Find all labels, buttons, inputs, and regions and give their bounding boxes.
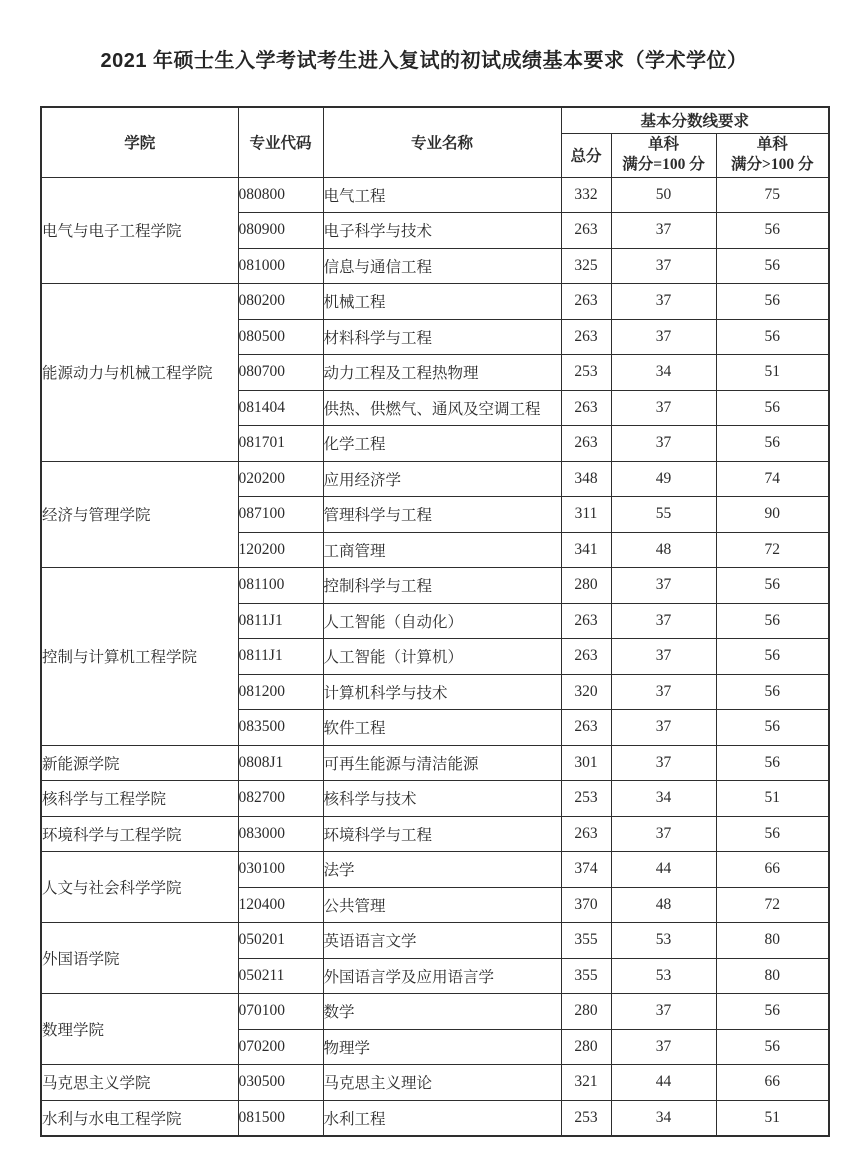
single-subject-eq100-cell: 37 bbox=[611, 248, 716, 284]
table-row bbox=[41, 745, 829, 781]
major-name-cell: 数学 bbox=[323, 994, 561, 1030]
single-subject-eq100-cell: 44 bbox=[611, 852, 716, 888]
single-subject-eq100-cell: 37 bbox=[611, 1029, 716, 1065]
single-subject-gt100-cell: 72 bbox=[716, 532, 829, 568]
major-code-cell: 070200 bbox=[238, 1029, 323, 1065]
single-subject-eq100-cell: 53 bbox=[611, 923, 716, 959]
total-score-cell: 263 bbox=[561, 284, 611, 320]
college-cell: 新能源学院 bbox=[41, 745, 238, 781]
major-name-cell: 法学 bbox=[323, 852, 561, 888]
college-cell: 控制与计算机工程学院 bbox=[41, 568, 238, 746]
header-single-subject-eq100 bbox=[611, 133, 716, 177]
single-subject-eq100-cell: 37 bbox=[611, 390, 716, 426]
major-name-cell: 马克思主义理论 bbox=[323, 1065, 561, 1101]
single-subject-gt100-cell: 56 bbox=[716, 639, 829, 675]
total-score-cell: 263 bbox=[561, 639, 611, 675]
single-subject-eq100-cell: 37 bbox=[611, 568, 716, 604]
single-subject-gt100-cell: 75 bbox=[716, 177, 829, 213]
major-name-cell: 软件工程 bbox=[323, 710, 561, 746]
major-code-cell: 080200 bbox=[238, 284, 323, 320]
major-name-cell: 物理学 bbox=[323, 1029, 561, 1065]
single-subject-gt100-cell: 66 bbox=[716, 852, 829, 888]
major-code-cell: 030100 bbox=[238, 852, 323, 888]
major-code-cell: 081100 bbox=[238, 568, 323, 604]
single-subject-gt100-cell: 56 bbox=[716, 319, 829, 355]
single-subject-eq100-cell: 37 bbox=[611, 319, 716, 355]
major-name-cell: 环境科学与工程 bbox=[323, 816, 561, 852]
major-code-cell: 087100 bbox=[238, 497, 323, 533]
major-name-cell: 机械工程 bbox=[323, 284, 561, 320]
total-score-cell: 263 bbox=[561, 603, 611, 639]
major-name-cell: 材料科学与工程 bbox=[323, 319, 561, 355]
table-header bbox=[41, 107, 829, 177]
major-name-cell: 电子科学与技术 bbox=[323, 213, 561, 249]
single-subject-eq100-cell: 34 bbox=[611, 1100, 716, 1136]
single-subject-gt100-cell: 56 bbox=[716, 284, 829, 320]
total-score-cell: 370 bbox=[561, 887, 611, 923]
header-score-requirement-group: 基本分数线要求 bbox=[561, 107, 829, 133]
total-score-cell: 280 bbox=[561, 1029, 611, 1065]
major-code-cell: 081701 bbox=[238, 426, 323, 462]
single-subject-gt100-cell: 56 bbox=[716, 745, 829, 781]
total-score-cell: 253 bbox=[561, 1100, 611, 1136]
header-row-1 bbox=[41, 107, 829, 133]
major-code-cell: 081404 bbox=[238, 390, 323, 426]
table-row bbox=[41, 177, 829, 213]
college-cell: 水利与水电工程学院 bbox=[41, 1100, 238, 1136]
single-subject-eq100-cell: 37 bbox=[611, 213, 716, 249]
major-code-cell: 080500 bbox=[238, 319, 323, 355]
major-code-cell: 020200 bbox=[238, 461, 323, 497]
total-score-cell: 341 bbox=[561, 532, 611, 568]
single-subject-gt100-cell: 51 bbox=[716, 1100, 829, 1136]
total-score-cell: 263 bbox=[561, 710, 611, 746]
header-college: 学院 bbox=[41, 107, 238, 177]
single-subject-gt100-cell: 56 bbox=[716, 710, 829, 746]
single-subject-eq100-cell: 37 bbox=[611, 639, 716, 675]
major-name-cell: 应用经济学 bbox=[323, 461, 561, 497]
single-subject-gt100-cell: 72 bbox=[716, 887, 829, 923]
header-total-score: 总分 bbox=[561, 133, 611, 177]
total-score-cell: 355 bbox=[561, 923, 611, 959]
single-subject-gt100-cell: 80 bbox=[716, 923, 829, 959]
major-code-cell: 0811J1 bbox=[238, 639, 323, 675]
single-subject-eq100-cell: 37 bbox=[611, 816, 716, 852]
major-name-cell: 供热、供燃气、通风及空调工程 bbox=[323, 390, 561, 426]
score-table bbox=[40, 106, 830, 1137]
single-subject-eq100-cell: 53 bbox=[611, 958, 716, 994]
major-code-cell: 120200 bbox=[238, 532, 323, 568]
major-name-cell: 工商管理 bbox=[323, 532, 561, 568]
total-score-cell: 263 bbox=[561, 426, 611, 462]
college-cell: 数理学院 bbox=[41, 994, 238, 1065]
single-subject-eq100-cell: 37 bbox=[611, 710, 716, 746]
single-subject-eq100-cell: 37 bbox=[611, 745, 716, 781]
single-subject-eq100-cell: 37 bbox=[611, 994, 716, 1030]
major-name-cell: 管理科学与工程 bbox=[323, 497, 561, 533]
major-name-cell: 计算机科学与技术 bbox=[323, 674, 561, 710]
total-score-cell: 263 bbox=[561, 390, 611, 426]
total-score-cell: 311 bbox=[561, 497, 611, 533]
major-code-cell: 120400 bbox=[238, 887, 323, 923]
score-table-body bbox=[41, 177, 829, 1136]
college-cell: 电气与电子工程学院 bbox=[41, 177, 238, 284]
single-subject-eq100-cell: 34 bbox=[611, 781, 716, 817]
single-subject-gt100-cell: 56 bbox=[716, 248, 829, 284]
table-row bbox=[41, 284, 829, 320]
major-name-cell: 人工智能（自动化） bbox=[323, 603, 561, 639]
total-score-cell: 332 bbox=[561, 177, 611, 213]
single-subject-eq100-cell: 34 bbox=[611, 355, 716, 391]
single-subject-eq100-cell: 50 bbox=[611, 177, 716, 213]
total-score-cell: 348 bbox=[561, 461, 611, 497]
single-subject-eq100-cell: 48 bbox=[611, 887, 716, 923]
header-single-subject-eq100-line2: 满分=100 分 bbox=[622, 156, 705, 173]
single-subject-gt100-cell: 56 bbox=[716, 603, 829, 639]
single-subject-gt100-cell: 56 bbox=[716, 426, 829, 462]
header-single-subject-gt100-line1: 单科 bbox=[756, 136, 788, 153]
single-subject-gt100-cell: 56 bbox=[716, 568, 829, 604]
major-code-cell: 082700 bbox=[238, 781, 323, 817]
major-code-cell: 0808J1 bbox=[238, 745, 323, 781]
header-single-subject-gt100-line2: 满分>100 分 bbox=[731, 156, 814, 173]
header-single-subject-eq100-line1: 单科 bbox=[647, 136, 679, 153]
table-row bbox=[41, 816, 829, 852]
header-single-subject-gt100 bbox=[716, 133, 829, 177]
college-cell: 经济与管理学院 bbox=[41, 461, 238, 568]
single-subject-eq100-cell: 48 bbox=[611, 532, 716, 568]
college-cell: 外国语学院 bbox=[41, 923, 238, 994]
single-subject-gt100-cell: 56 bbox=[716, 816, 829, 852]
total-score-cell: 280 bbox=[561, 994, 611, 1030]
major-name-cell: 电气工程 bbox=[323, 177, 561, 213]
major-code-cell: 080800 bbox=[238, 177, 323, 213]
total-score-cell: 355 bbox=[561, 958, 611, 994]
major-name-cell: 英语语言文学 bbox=[323, 923, 561, 959]
major-name-cell: 化学工程 bbox=[323, 426, 561, 462]
single-subject-gt100-cell: 56 bbox=[716, 213, 829, 249]
table-row bbox=[41, 994, 829, 1030]
major-code-cell: 081000 bbox=[238, 248, 323, 284]
table-row bbox=[41, 1065, 829, 1101]
single-subject-gt100-cell: 66 bbox=[716, 1065, 829, 1101]
single-subject-gt100-cell: 51 bbox=[716, 355, 829, 391]
page-title: 2021 年硕士生入学考试考生进入复试的初试成绩基本要求（学术学位） bbox=[100, 50, 748, 72]
major-name-cell: 可再生能源与清洁能源 bbox=[323, 745, 561, 781]
major-code-cell: 080700 bbox=[238, 355, 323, 391]
major-name-cell: 水利工程 bbox=[323, 1100, 561, 1136]
single-subject-gt100-cell: 74 bbox=[716, 461, 829, 497]
single-subject-gt100-cell: 56 bbox=[716, 994, 829, 1030]
table-row bbox=[41, 852, 829, 888]
single-subject-gt100-cell: 56 bbox=[716, 674, 829, 710]
single-subject-eq100-cell: 49 bbox=[611, 461, 716, 497]
total-score-cell: 301 bbox=[561, 745, 611, 781]
college-cell: 环境科学与工程学院 bbox=[41, 816, 238, 852]
major-name-cell: 外国语言学及应用语言学 bbox=[323, 958, 561, 994]
major-code-cell: 050211 bbox=[238, 958, 323, 994]
major-name-cell: 人工智能（计算机） bbox=[323, 639, 561, 675]
major-code-cell: 081200 bbox=[238, 674, 323, 710]
single-subject-eq100-cell: 55 bbox=[611, 497, 716, 533]
total-score-cell: 263 bbox=[561, 319, 611, 355]
major-name-cell: 控制科学与工程 bbox=[323, 568, 561, 604]
major-name-cell: 公共管理 bbox=[323, 887, 561, 923]
header-major-name: 专业名称 bbox=[323, 107, 561, 177]
college-cell: 核科学与工程学院 bbox=[41, 781, 238, 817]
single-subject-gt100-cell: 56 bbox=[716, 390, 829, 426]
total-score-cell: 325 bbox=[561, 248, 611, 284]
major-code-cell: 080900 bbox=[238, 213, 323, 249]
major-code-cell: 070100 bbox=[238, 994, 323, 1030]
table-row bbox=[41, 781, 829, 817]
college-cell: 人文与社会科学学院 bbox=[41, 852, 238, 923]
single-subject-gt100-cell: 90 bbox=[716, 497, 829, 533]
major-code-cell: 050201 bbox=[238, 923, 323, 959]
major-code-cell: 030500 bbox=[238, 1065, 323, 1101]
single-subject-eq100-cell: 37 bbox=[611, 674, 716, 710]
header-major-code: 专业代码 bbox=[238, 107, 323, 177]
single-subject-eq100-cell: 37 bbox=[611, 603, 716, 639]
single-subject-eq100-cell: 37 bbox=[611, 284, 716, 320]
total-score-cell: 263 bbox=[561, 816, 611, 852]
table-row bbox=[41, 568, 829, 604]
total-score-cell: 320 bbox=[561, 674, 611, 710]
single-subject-gt100-cell: 56 bbox=[716, 1029, 829, 1065]
total-score-cell: 253 bbox=[561, 781, 611, 817]
single-subject-gt100-cell: 51 bbox=[716, 781, 829, 817]
single-subject-eq100-cell: 44 bbox=[611, 1065, 716, 1101]
total-score-cell: 253 bbox=[561, 355, 611, 391]
table-row bbox=[41, 1100, 829, 1136]
college-cell: 马克思主义学院 bbox=[41, 1065, 238, 1101]
major-name-cell: 信息与通信工程 bbox=[323, 248, 561, 284]
table-row bbox=[41, 923, 829, 959]
major-code-cell: 083000 bbox=[238, 816, 323, 852]
major-code-cell: 081500 bbox=[238, 1100, 323, 1136]
total-score-cell: 321 bbox=[561, 1065, 611, 1101]
single-subject-eq100-cell: 37 bbox=[611, 426, 716, 462]
single-subject-gt100-cell: 80 bbox=[716, 958, 829, 994]
major-code-cell: 0811J1 bbox=[238, 603, 323, 639]
major-name-cell: 动力工程及工程热物理 bbox=[323, 355, 561, 391]
major-name-cell: 核科学与技术 bbox=[323, 781, 561, 817]
total-score-cell: 374 bbox=[561, 852, 611, 888]
total-score-cell: 280 bbox=[561, 568, 611, 604]
table-row bbox=[41, 461, 829, 497]
major-code-cell: 083500 bbox=[238, 710, 323, 746]
total-score-cell: 263 bbox=[561, 213, 611, 249]
college-cell: 能源动力与机械工程学院 bbox=[41, 284, 238, 462]
